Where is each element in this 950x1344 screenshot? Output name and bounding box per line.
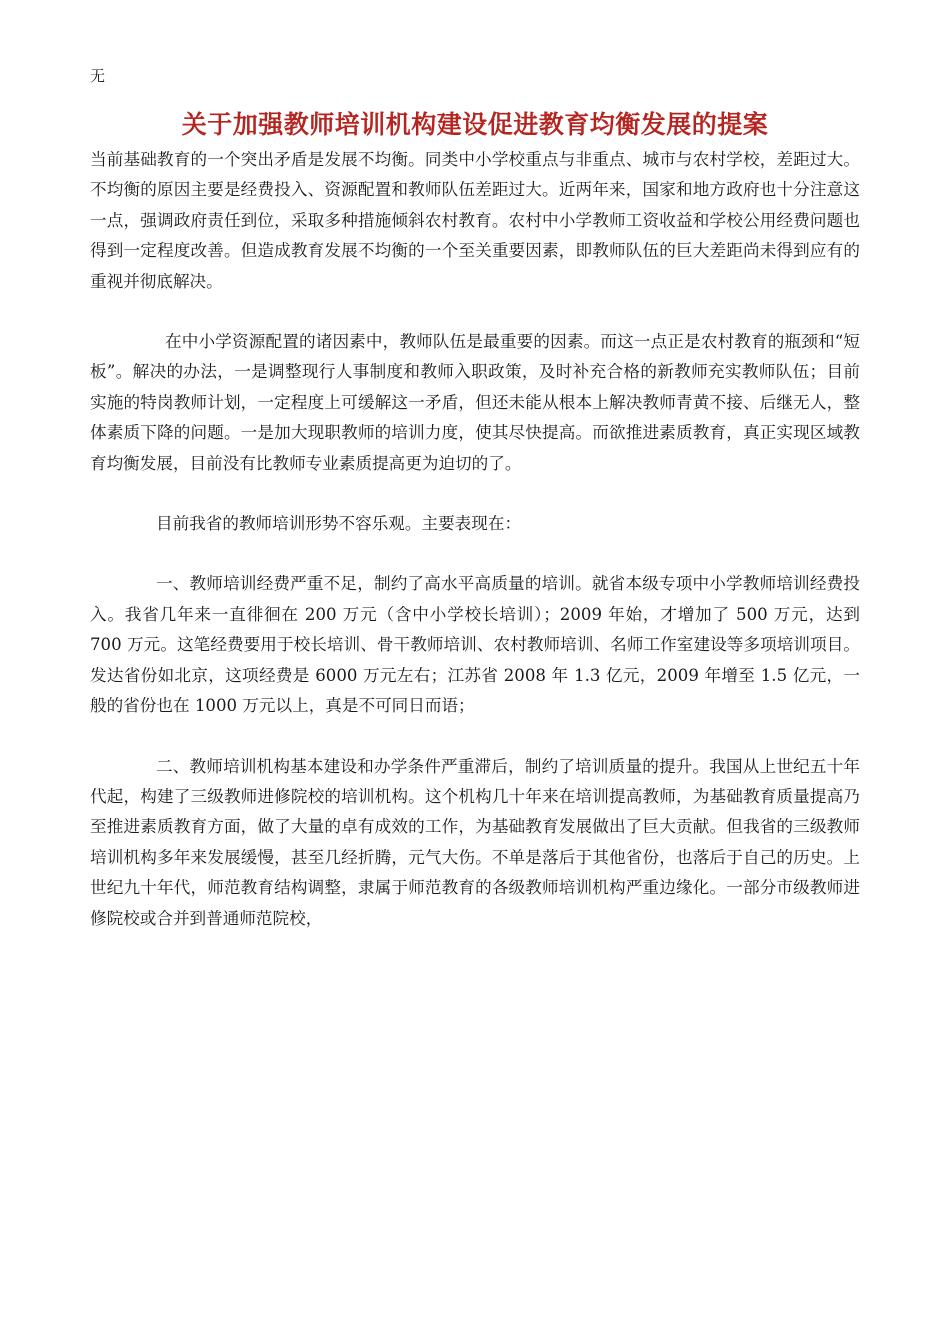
paragraph: 二、教师培训机构基本建设和办学条件严重滞后，制约了培训质量的提升。我国从上世纪五十年代起，构建了三级教师进修院校的培训机构。这个机构几十年来在培训提高教师，为基础教育质量提高乃至推进素质教育方面，做了大量的卓有成效的工作，为基础教育发展做出了巨大贡献。但我省的三级教师培训机构多年来发展缓慢，甚至几经折腾，元气大伤。不单是落后于其他省份，也落后于自己的历史。上世纪九十年代，师范教育结构调整，隶属于师范教育的各级教师培训机构严重边缘化。一部分市级教师进修院校或合并到普通师范院校， [90,756,860,928]
document-body [90,145,860,934]
paragraph: 在中小学资源配置的诸因素中，教师队伍是最重要的因素。而这一点正是农村教育的瓶颈和“短板”。解决的办法，一是调整现行人事制度和教师入职政策，及时补充合格的新教师充实教师队伍；目前实施的特岗教师计划，一定程度上可缓解这一矛盾，但还未能从根本上解决教师青黄不接、后继无人，整体素质下降的问题。一是加大现职教师的培训力度，使其尽快提高。而欲推进素质教育，真正实现区域教育均衡发展，目前没有比教师专业素质提高更为迫切的了。 [90,332,860,473]
paragraph: 一、教师培训经费严重不足，制约了高水平高质量的培训。就省本级专项中小学教师培训经费投入。我省几年来一直徘徊在 200 万元（含中小学校长培训）；2009 年始，才增加了 500 万元，达到 700 万元。这笔经费要用于校长培训、骨干教师培训、农村教师培训、名师工作室建设等多项培训项目。发达省份如北京，这项经费是 6000 万元左右；江苏省 2008 年 1.3 亿元，2009 年增至 1.5 亿元，一般的省份也在 1000 万元以上，真是不可同日而语； [90,574,860,716]
document-title: 关于加强教师培训机构建设促进教育均衡发展的提案 [181,110,769,139]
paragraph: 当前基础教育的一个突出矛盾是发展不均衡。同类中小学校重点与非重点、城市与农村学校，差距过大。不均衡的原因主要是经费投入、资源配置和教师队伍差距过大。近两年来，国家和地方政府也十分注意这一点，强调政府责任到位，采取多种措施倾斜农村教育。农村中小学教师工资收益和学校公用经费问题也得到一定程度改善。但造成教育发展不均衡的一个至关重要因素，即教师队伍的巨大差距尚未得到应有的重视并彻底解决。 [90,150,860,291]
paragraph: 目前我省的教师培训形势不容乐观。主要表现在： [156,514,522,534]
header-note: 无 [90,67,106,85]
